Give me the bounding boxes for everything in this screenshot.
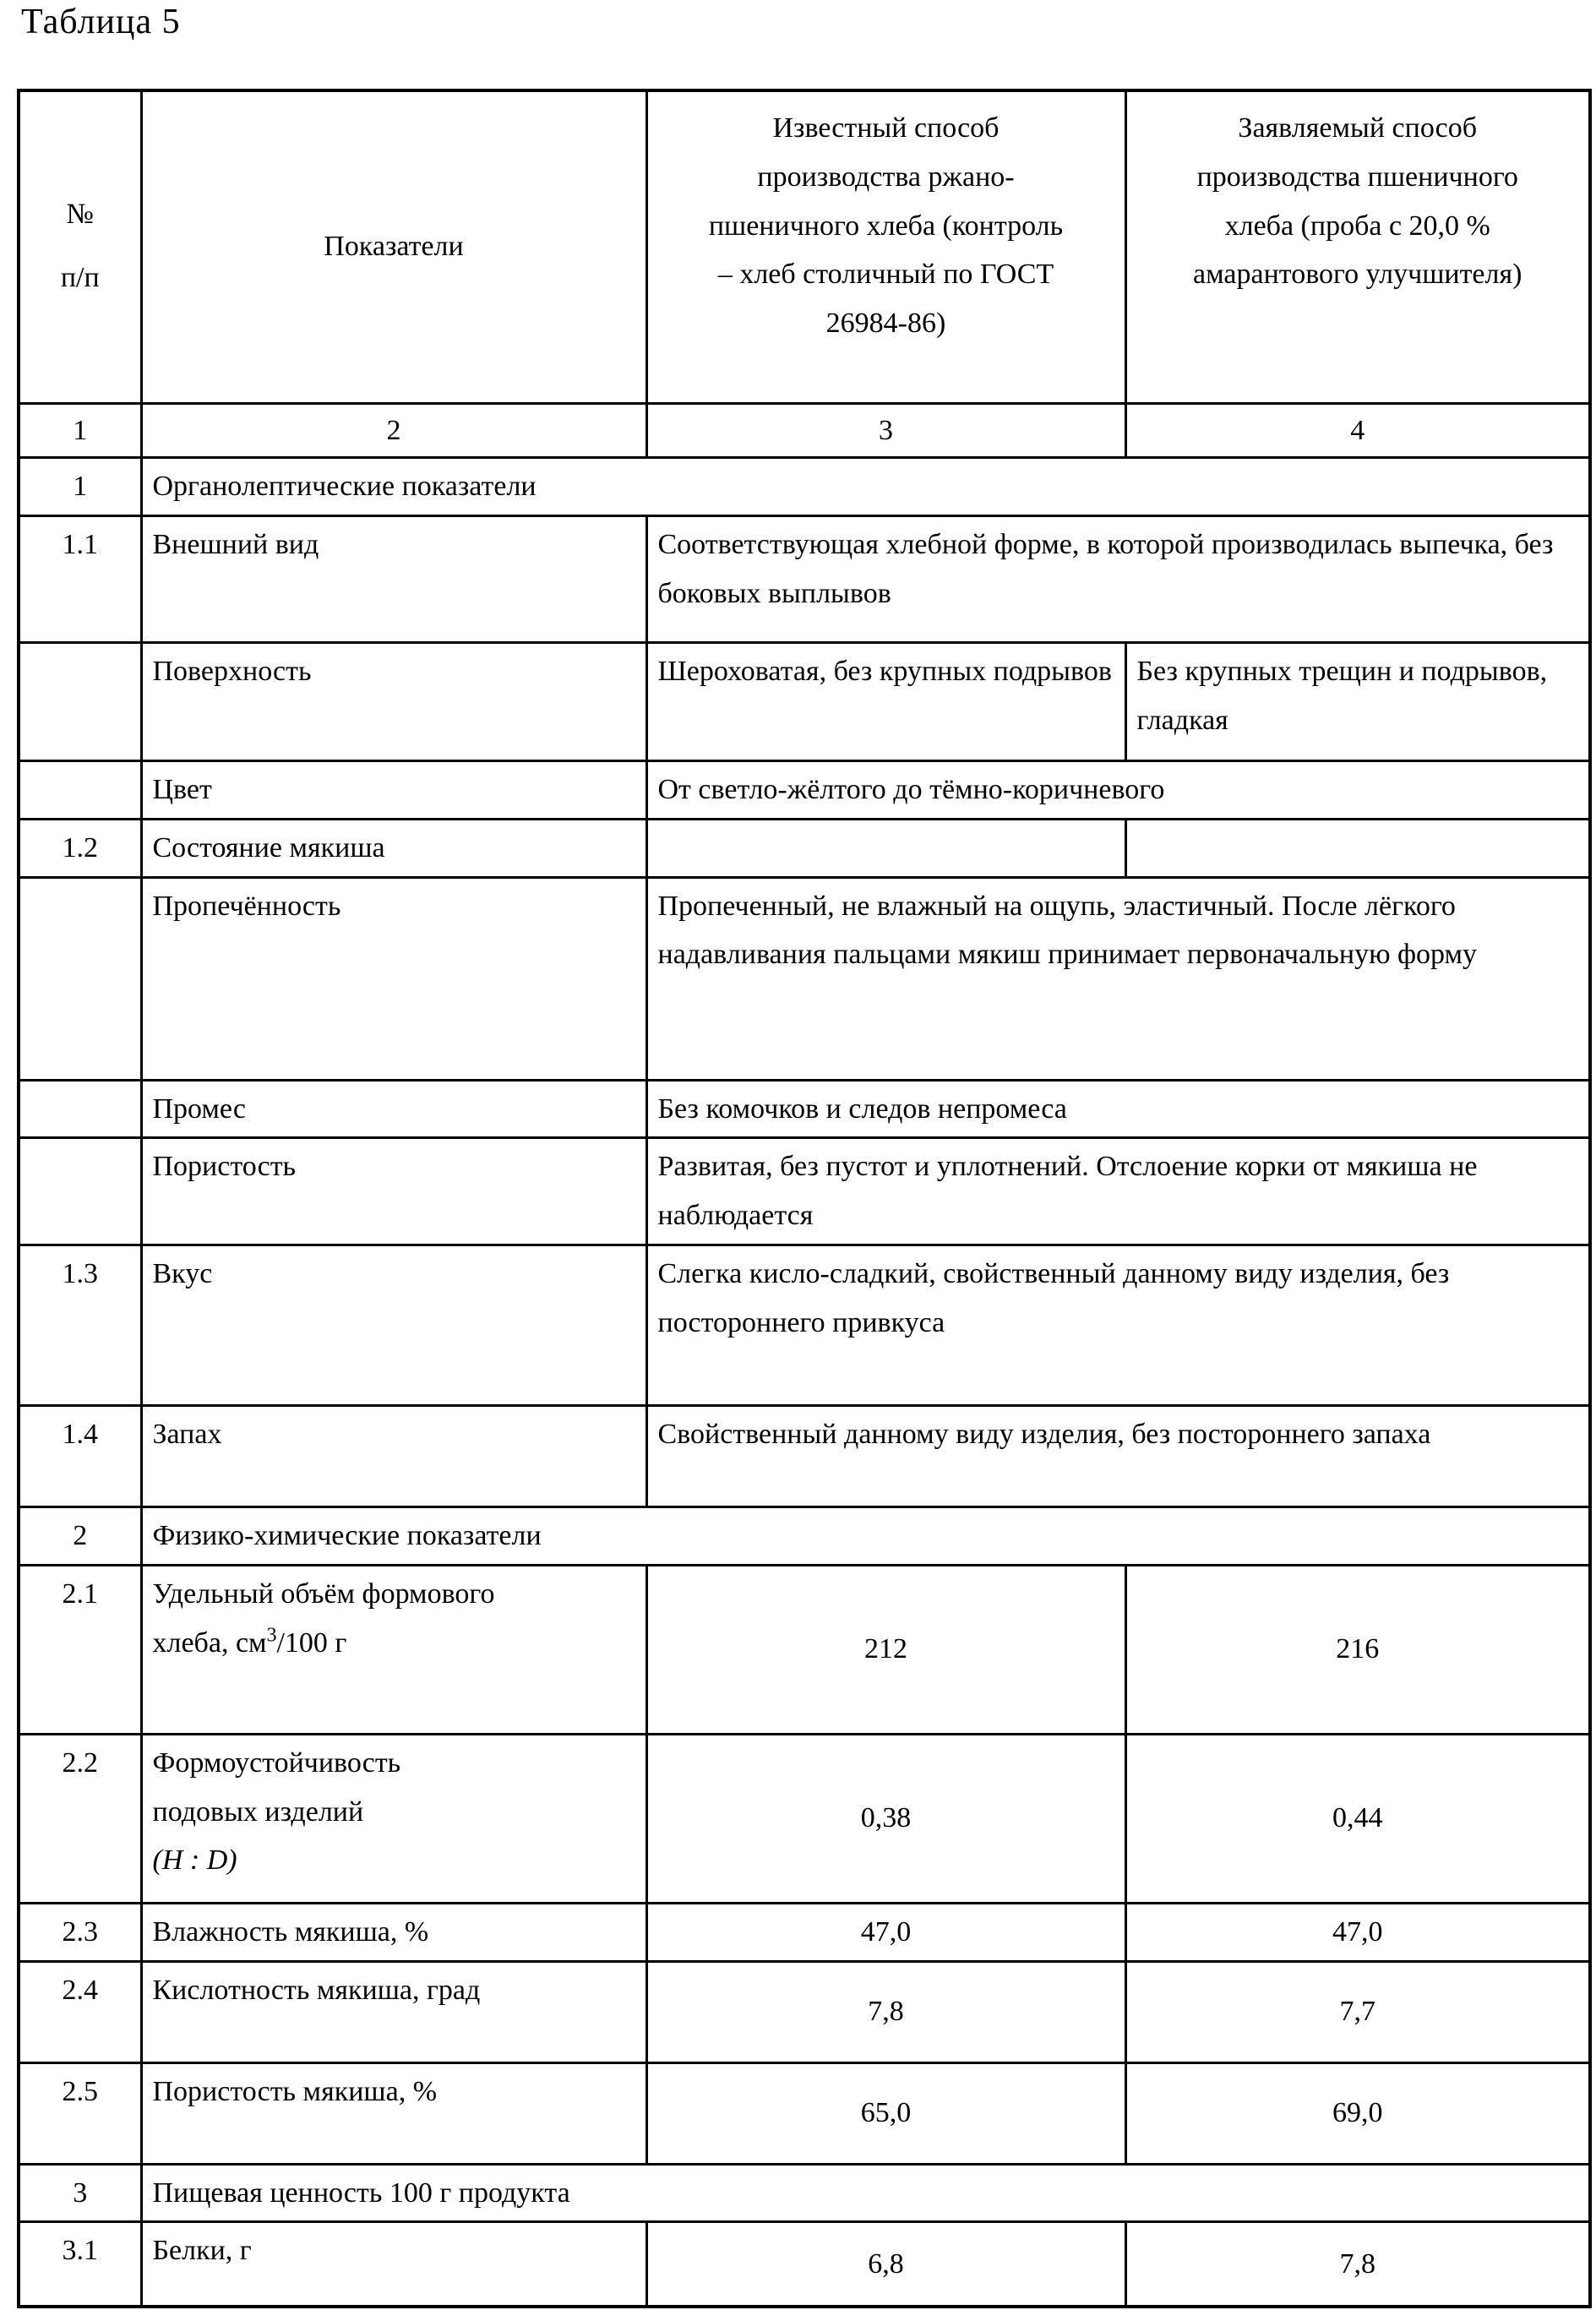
row-number-cell: 2.5 <box>19 2062 141 2164</box>
header-cell-claimed-method: Заявляемый способ производства пшеничного хлеба (проба с 20,0 % амарантового улучшителя) <box>1125 90 1590 403</box>
table-row <box>19 2222 1590 2307</box>
table-row <box>19 1245 1590 1406</box>
row-number-cell: 3.1 <box>19 2222 141 2307</box>
table-row <box>19 1961 1590 2062</box>
table-row <box>19 761 1590 820</box>
known-value-cell <box>646 819 1125 877</box>
indicator-label-tail: /100 г <box>276 1626 347 1659</box>
table-row <box>19 1565 1590 1734</box>
row-number-cell: 2 <box>19 1507 141 1566</box>
indicator-cell: Промес <box>141 1080 646 1138</box>
row-number-cell: 2.4 <box>19 1961 141 2062</box>
table-row <box>19 1406 1590 1507</box>
header-cell-row-number: № п/п <box>19 90 141 403</box>
shared-value-cell: Развитая, без пустот и уплотнений. Отслоение корки от мякиша не наблюдается <box>646 1138 1590 1245</box>
indicator-cell: Кислотность мякиша, град <box>141 1961 646 2062</box>
indicator-cell: Состояние мякиша <box>141 819 646 877</box>
comparison-table <box>17 89 1592 2308</box>
column-number-3: 3 <box>646 403 1125 458</box>
known-value-cell: 212 <box>646 1565 1125 1734</box>
row-number-cell: 1 <box>19 458 141 516</box>
header-cell-indicators: Показатели <box>141 90 646 403</box>
indicator-cell <box>141 1734 646 1903</box>
section-title-cell: Органолептические показатели <box>141 458 1590 516</box>
indicator-cell: Влажность мякиша, % <box>141 1903 646 1961</box>
indicator-cell: Белки, г <box>141 2222 646 2307</box>
table-row <box>19 819 1590 877</box>
indicator-cell: Вкус <box>141 1245 646 1406</box>
row-number-cell: 1.1 <box>19 516 141 643</box>
indicator-cell: Пористость мякиша, % <box>141 2062 646 2164</box>
section-row <box>19 2164 1590 2222</box>
indicator-cell: Цвет <box>141 761 646 820</box>
indicator-label: Формоустойчивость подовых изделий <box>152 1746 401 1828</box>
row-number-cell: 2.1 <box>19 1565 141 1734</box>
header-row <box>19 90 1590 403</box>
claimed-value-cell: 7,7 <box>1125 1961 1590 2062</box>
known-value-cell: 7,8 <box>646 1961 1125 2062</box>
table-row <box>19 1080 1590 1138</box>
table-row <box>19 877 1590 1080</box>
section-row <box>19 458 1590 516</box>
indicator-cell: Поверхность <box>141 643 646 761</box>
table-caption: Таблица 5 <box>21 3 181 41</box>
shared-value-cell: Свойственный данному виду изделия, без постороннего запаха <box>646 1406 1590 1507</box>
table-row <box>19 1138 1590 1245</box>
row-number-cell <box>19 877 141 1080</box>
row-number-cell <box>19 1080 141 1138</box>
section-title-cell: Пищевая ценность 100 г продукта <box>141 2164 1590 2222</box>
indicator-cell: Внешний вид <box>141 516 646 643</box>
ratio-formula: (H : D) <box>152 1844 237 1877</box>
superscript: 3 <box>266 1624 277 1647</box>
table-row <box>19 516 1590 643</box>
indicator-cell: Запах <box>141 1406 646 1507</box>
column-number-2: 2 <box>141 403 646 458</box>
section-row <box>19 1507 1590 1566</box>
column-number-4: 4 <box>1125 403 1590 458</box>
indicator-cell: Пропечённость <box>141 877 646 1080</box>
claimed-value-cell: Без крупных трещин и подрывов, гладкая <box>1125 643 1590 761</box>
claimed-value-cell: 47,0 <box>1125 1903 1590 1961</box>
table-row <box>19 2062 1590 2164</box>
row-number-cell <box>19 643 141 761</box>
known-value-cell: 47,0 <box>646 1903 1125 1961</box>
header-cell-known-method: Известный способ производства ржано-пшеничного хлеба (контроль – хлеб столичный по ГОСТ 26984-86) <box>646 90 1125 403</box>
table-row <box>19 643 1590 761</box>
row-number-cell <box>19 1138 141 1245</box>
column-numbers-row <box>19 403 1590 458</box>
claimed-value-cell: 7,8 <box>1125 2222 1590 2307</box>
indicator-cell: Пористость <box>141 1138 646 1245</box>
indicator-cell <box>141 1565 646 1734</box>
row-number-cell <box>19 761 141 820</box>
claimed-value-cell <box>1125 819 1590 877</box>
known-value-cell: 6,8 <box>646 2222 1125 2307</box>
claimed-value-cell: 0,44 <box>1125 1734 1590 1903</box>
claimed-value-cell: 69,0 <box>1125 2062 1590 2164</box>
shared-value-cell: Пропеченный, не влажный на ощупь, эластичный. После лёгкого надавливания пальцами мякиш принимает первоначальную форму <box>646 877 1590 1080</box>
indicator-label: Удельный объём формового хлеба, см <box>152 1577 495 1659</box>
row-number-cell: 1.2 <box>19 819 141 877</box>
column-number-1: 1 <box>19 403 141 458</box>
row-number-cell: 2.3 <box>19 1903 141 1961</box>
known-value-cell: Шероховатая, без крупных подрывов <box>646 643 1125 761</box>
claimed-value-cell: 216 <box>1125 1565 1590 1734</box>
shared-value-cell: Слегка кисло-сладкий, свойственный данному виду изделия, без постороннего привкуса <box>646 1245 1590 1406</box>
known-value-cell: 65,0 <box>646 2062 1125 2164</box>
row-number-cell: 2.2 <box>19 1734 141 1903</box>
row-number-cell: 1.4 <box>19 1406 141 1507</box>
shared-value-cell: Соответствующая хлебной форме, в которой производилась выпечка, без боковых выплывов <box>646 516 1590 643</box>
shared-value-cell: Без комочков и следов непромеса <box>646 1080 1590 1138</box>
table-row <box>19 1903 1590 1961</box>
shared-value-cell: От светло-жёлтого до тёмно-коричневого <box>646 761 1590 820</box>
section-title-cell: Физико-химические показатели <box>141 1507 1590 1566</box>
row-number-cell: 1.3 <box>19 1245 141 1406</box>
table-row <box>19 1734 1590 1903</box>
known-value-cell: 0,38 <box>646 1734 1125 1903</box>
row-number-cell: 3 <box>19 2164 141 2222</box>
